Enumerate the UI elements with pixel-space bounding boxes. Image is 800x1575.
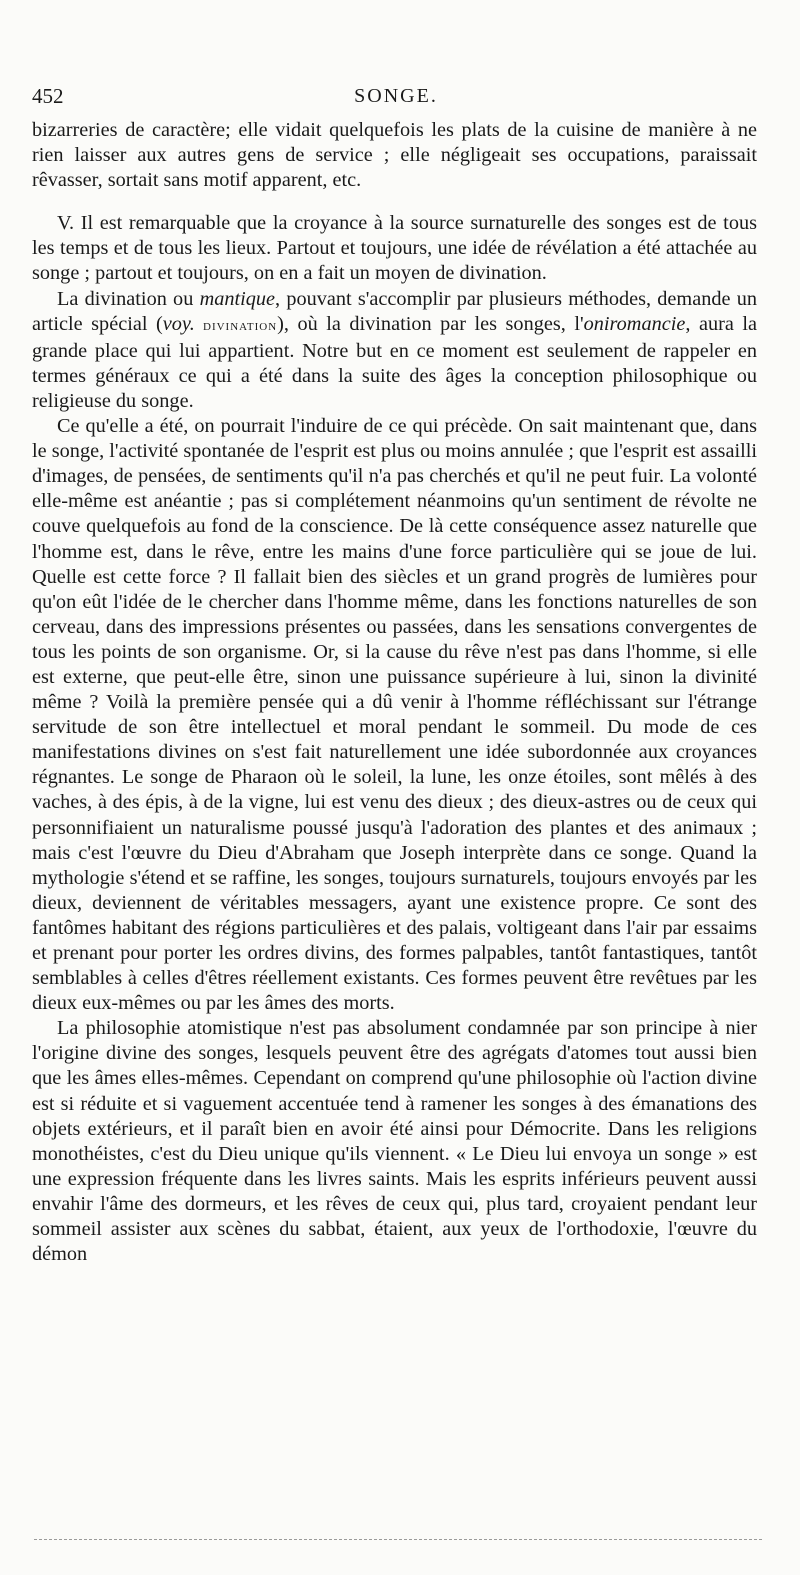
paragraph-divination [32,287,757,414]
page-header [32,84,760,110]
footer-dashed-rule [34,1539,762,1540]
italic-term-mantique: mantique [199,287,276,310]
paragraph-atomistic-philosophy: La philosophie atomistique n'est pas absolument condamnée par son principe à nier l'origine divine des songes, lesquels peuvent être des agrégats d'atomes tout aussi bien que les âmes elles-mêmes. Cependant on comprend qu'une philosophie où l'action divine est si réduite et si vaguement accentuée tend à ramener les songes à des émanations des objets extérieurs, et il paraît bien en avoir été ainsi pour Démocrite. Dans les religions monothéistes, c'est du Dieu unique qu'ils viennent. « Le Dieu lui envoya un songe » est une expression fréquente dans les livres saints. Mais les esprits inférieurs peuvent aussi envahir l'âme des dormeurs, et les rêves de ceux qui, plus tard, croyaient pendant leur sommeil assister aux scènes du sabbat, étaient, aux yeux de l'orthodoxie, l'œuvre du démon [32,1017,757,1266]
cross-reference-divination: divination [194,317,278,334]
text-run: , pouvant s'accomplir par plusieurs méthodes, demande un article spécial ( [32,287,757,335]
italic-term-oniromancie: oniromancie [583,312,686,335]
italic-abbrev-voy: voy. [162,312,195,335]
paragraph-section-v: V. Il est remarquable que la croyance à la source surnaturelle des songes est de tous les temps et de tous les lieux. Partout et toujours, une idée de révélation a été attachée au songe ; partout et toujours, on en a fait un moyen de divination. [32,212,757,285]
paragraph-origin-of-belief: Ce qu'elle a été, on pourrait l'induire de ce qui précède. On sait maintenant que, dans le songe, l'activité spontanée de l'esprit est plus ou moins annulée ; que l'esprit est assailli d'images, de pensées, de sentiments qu'il n'a pas cherchés et qu'il ne peut fuir. La volonté elle-même est anéantie ; pas si complétement néanmoins qu'un sentiment de révolte ne couve quelquefois au fond de la conscience. De là cette conséquence assez naturelle que l'homme est, dans le rêve, entre les mains d'une force particulière qui se joue de lui. Quelle est cette force ? Il fallait bien des siècles et un grand progrès de lumières pour qu'on eût l'idée de le chercher dans l'homme même, dans les fonctions naturelles de son cerveau, dans des impressions présentes ou passées, dans les sensations convergentes de tous les points de son organisme. Or, si la cause du rêve n'est pas dans l'homme, si elle est externe, que peut-elle être, sinon une puissance supérieure à lui, sinon la divinité même ? Voilà la première pensée qui a dû venir à l'homme réfléchissant sur l'étrange servitude de son être intellectuel et moral pendant le sommeil. Du mode de ces manifestations divines on s'est fait naturellement une idée subordonnée aux croyances régnantes. Le songe de Pharaon où le soleil, la lune, les onze étoiles, sont mêlés à des vaches, à des épis, à de la vigne, lui est venu des dieux ; des dieux-astres ou de ceux qui personnifiaient un naturalisme poussé jusqu'à l'adoration des plantes et des animaux ; mais c'est l'œuvre du Dieu d'Abraham que Joseph interprète dans ce songe. Quand la mythologie s'étend et se raffine, les songes, toujours surnaturels, toujours envoyés par les dieux, deviennent de véritables messagers, ayant une existence propre. Ce sont des fantômes habitant des régions particulières et des palais, voltigeant dans l'air par essaims et prenant pour porter les ordres divins, des formes palpables, tantôt fantastiques, tantôt semblables à celles d'êtres réellement existants. Ces formes peuvent être revêtues par les dieux eux-mêmes ou par les âmes des morts. [32,415,757,1015]
text-run: , aura la grande place qui lui appartient. Notre but en ce moment est seulement de rappeler en termes généraux ce qui a été dans la suite des âges la conception philosophique ou religieuse du songe. [32,312,757,412]
text-run: La divination ou [57,287,200,310]
text-run: ), où la divination par les songes, l' [277,312,584,335]
running-head: SONGE. [354,85,438,107]
page-number: 452 [32,84,64,108]
page-body [32,118,757,1267]
paragraph-continuation: bizarreries de caractère; elle vidait quelquefois les plats de la cuisine de manière à ne rien laisser aux autres gens de service ; elle négligeait ses occupations, paraissait rêvasser, sortait sans motif apparent, etc. [32,119,757,192]
